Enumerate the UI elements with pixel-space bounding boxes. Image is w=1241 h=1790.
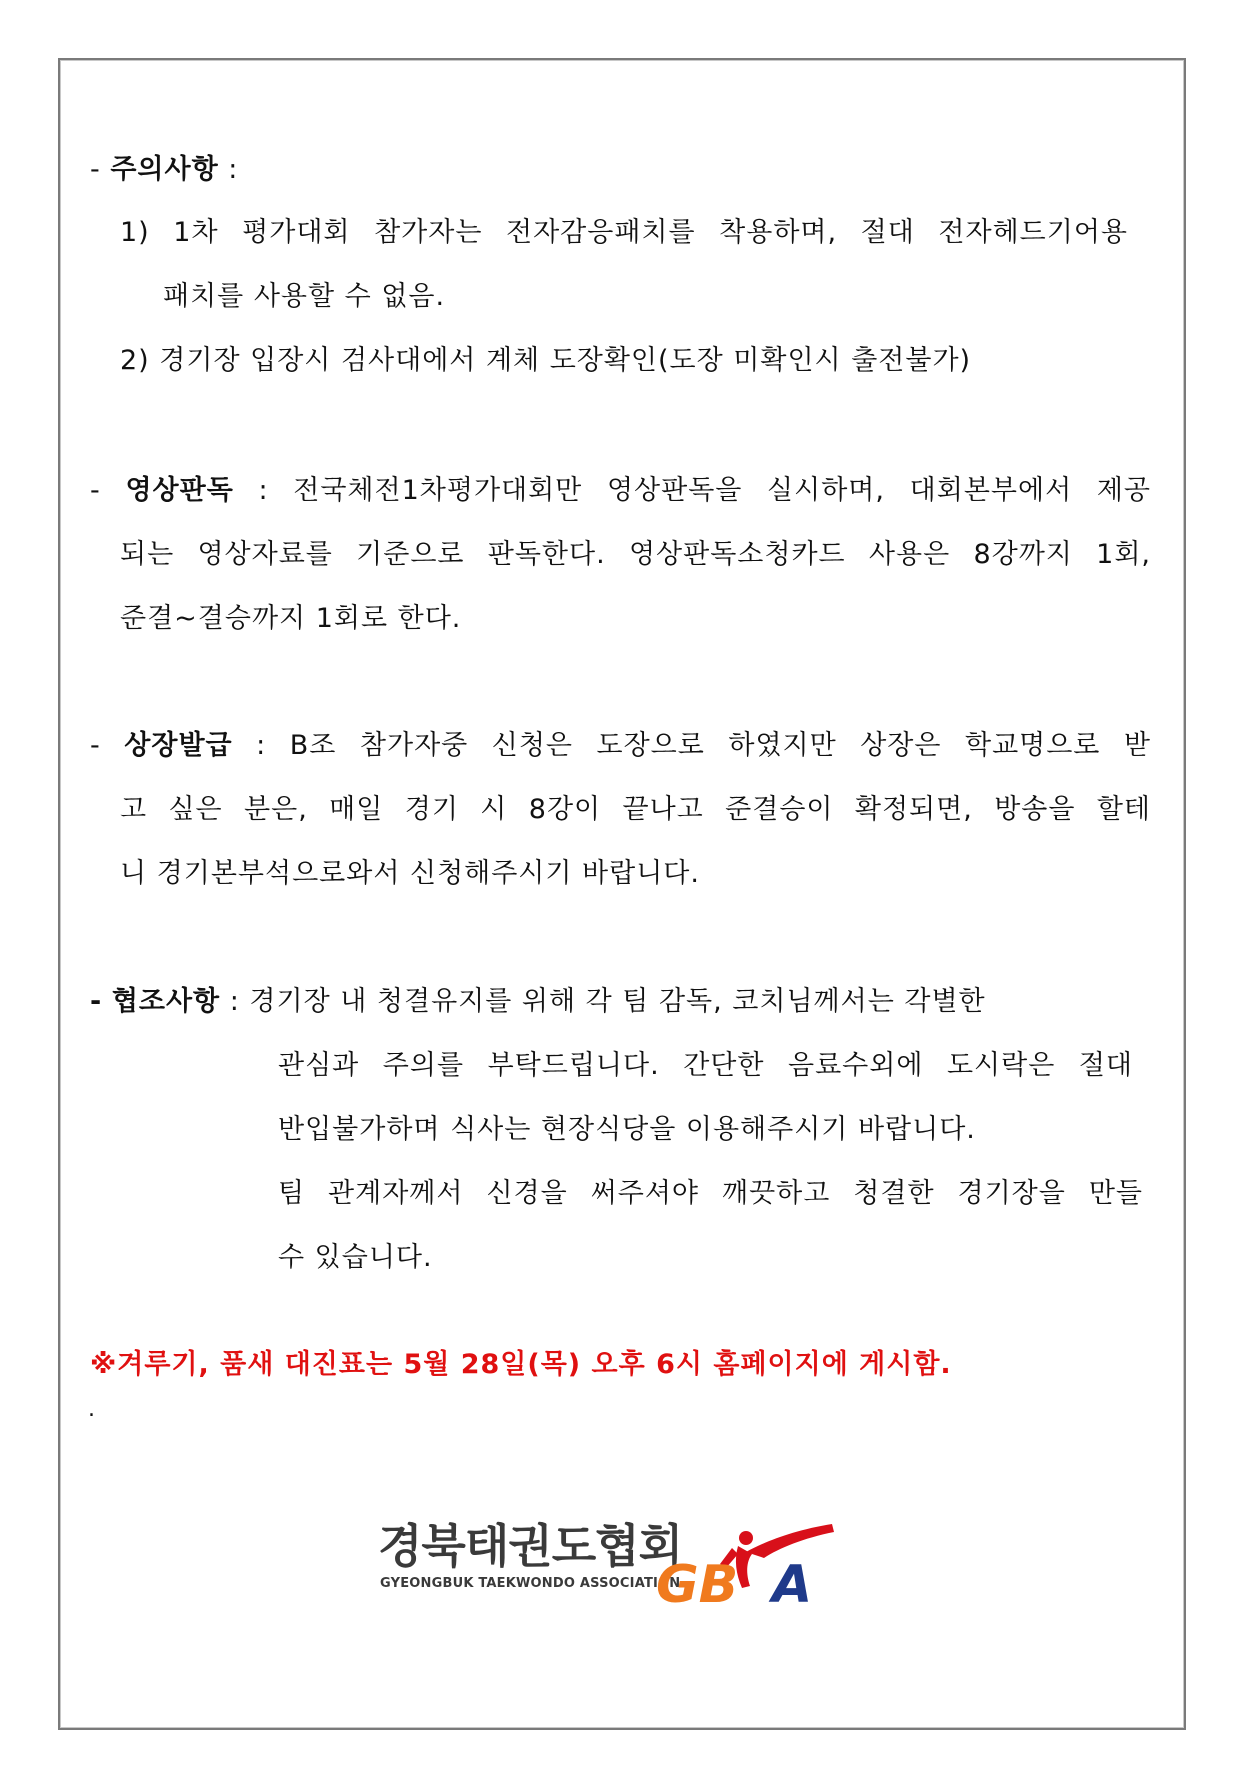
- cooperation-line5: 수 있습니다.: [278, 1242, 433, 1273]
- gbta-logo: [378, 1512, 878, 1612]
- cooperation-line1-text: : 경기장 내 청결유지를 위해 각 팀 감독, 코치님께서는 각별한: [229, 986, 986, 1017]
- bracket-notice: ※겨루기, 품새 대진표는 5월 28일(목) 오후 6시 홈페이지에 게시함.: [90, 1349, 952, 1380]
- heading-dash: -: [90, 730, 101, 761]
- heading-dash: -: [90, 475, 101, 506]
- caution-heading: [90, 152, 238, 188]
- award-title: 상장발급: [124, 730, 233, 761]
- video-line3: 준결~결승까지 1회로 한다.: [120, 603, 462, 634]
- logo-english-text: GYEONGBUK TAEKWONDO ASSOCIATION: [380, 1576, 681, 1591]
- heading-colon: :: [256, 730, 267, 761]
- caution-title: 주의사항: [110, 154, 219, 185]
- heading-colon: :: [228, 154, 239, 185]
- gbta-mark-icon: [654, 1512, 854, 1612]
- logo-a-letter: A: [772, 1555, 813, 1612]
- logo-korean-text: 경북태권도협회: [378, 1519, 683, 1573]
- cooperation-line4: 팀 관계자께서 신경을 써주셔야 깨끗하고 청결한 경기장을 만들: [278, 1178, 1143, 1209]
- award-line1: [90, 728, 1151, 764]
- video-line1: [90, 473, 1151, 509]
- video-line1-text: : 전국체전1차평가대회만 영상판독을 실시하며, 대회본부에서 제공: [258, 475, 1152, 506]
- heading-dash: -: [90, 986, 103, 1017]
- video-line2: 되는 영상자료를 기준으로 판독한다. 영상판독소청카드 사용은 8강까지 1회,: [120, 539, 1151, 570]
- caution-item1-line1: 1) 1차 평가대회 참가자는 전자감응패치를 착용하며, 절대 전자헤드기어용: [120, 217, 1128, 248]
- award-line2: 고 싶은 분은, 매일 경기 시 8강이 끝나고 준결승이 확정되면, 방송을 할테: [120, 794, 1151, 825]
- award-line1-text: B조 참가자중 신청은 도장으로 하였지만 상장은 학교명으로 받: [289, 730, 1151, 761]
- caution-item2: 2) 경기장 입장시 검사대에서 계체 도장확인(도장 미확인시 출전불가): [120, 345, 972, 376]
- cooperation-title: 협조사항: [111, 986, 221, 1017]
- logo-gb-letters: GB: [656, 1555, 739, 1612]
- video-title: 영상판독: [125, 475, 234, 506]
- award-line3: 니 경기본부석으로와서 신청해주시기 바랍니다.: [120, 858, 700, 889]
- heading-dash: -: [90, 154, 101, 185]
- cooperation-line3: 반입불가하며 식사는 현장식당을 이용해주시기 바랍니다.: [278, 1114, 976, 1145]
- cooperation-line1: [90, 984, 986, 1020]
- stray-dot: .: [88, 1397, 96, 1422]
- cooperation-line2: 관심과 주의를 부탁드립니다. 간단한 음료수외에 도시락은 절대: [278, 1050, 1133, 1081]
- caution-item1-line2: 패치를 사용할 수 없음.: [163, 281, 446, 312]
